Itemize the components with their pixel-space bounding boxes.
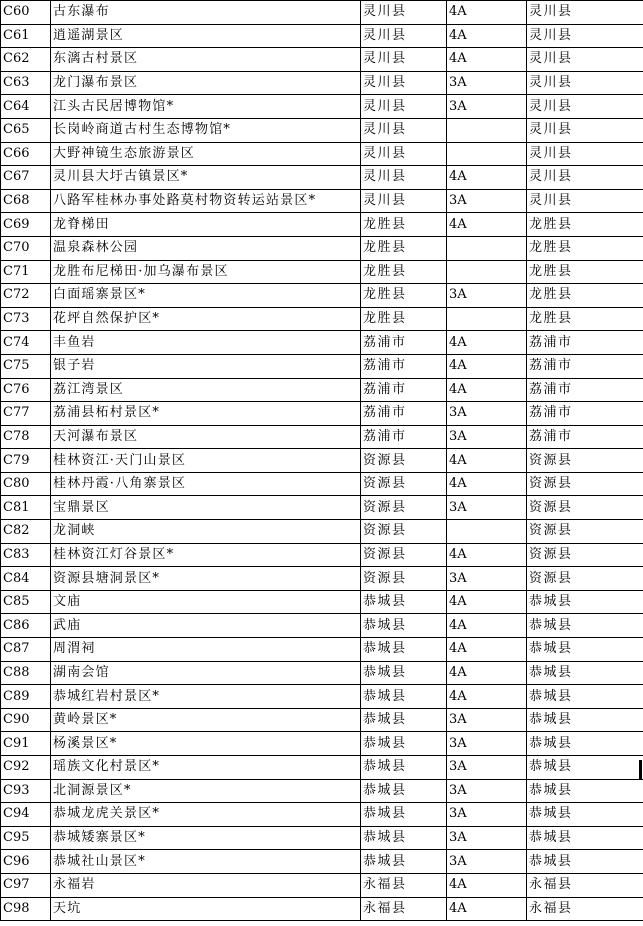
- level-cell: 3A: [447, 425, 527, 449]
- table-row: [1, 590, 643, 614]
- table-row: [1, 826, 643, 850]
- scenic-name-cell: 周渭祠: [51, 638, 361, 662]
- row-code-cell: C64: [1, 95, 51, 119]
- row-code-cell: C62: [1, 48, 51, 72]
- city-cell: 龙胜县: [527, 236, 643, 260]
- scenic-name-cell: 恭城红岩村景区*: [51, 685, 361, 709]
- row-code-cell: C97: [1, 873, 51, 897]
- level-cell: 4A: [447, 1, 527, 25]
- table-row: [1, 118, 643, 142]
- table-row: [1, 189, 643, 213]
- county-cell: 恭城县: [361, 661, 447, 685]
- level-cell: [447, 307, 527, 331]
- city-cell: 资源县: [527, 520, 643, 544]
- row-code-cell: C69: [1, 213, 51, 237]
- scenic-name-cell: 东漓古村景区: [51, 48, 361, 72]
- scenic-name-cell: 逍遥湖景区: [51, 24, 361, 48]
- table-row: [1, 24, 643, 48]
- city-cell: 恭城县: [527, 732, 643, 756]
- scenic-name-cell: 恭城社山景区*: [51, 850, 361, 874]
- city-cell: 恭城县: [527, 826, 643, 850]
- city-cell: 恭城县: [527, 708, 643, 732]
- city-cell: 龙胜县: [527, 284, 643, 308]
- level-cell: 3A: [447, 71, 527, 95]
- county-cell: 灵川县: [361, 95, 447, 119]
- county-cell: 恭城县: [361, 803, 447, 827]
- row-code-cell: C96: [1, 850, 51, 874]
- table-row: [1, 685, 643, 709]
- scenic-name-cell: 八路军桂林办事处路莫村物资转运站景区*: [51, 189, 361, 213]
- scenic-name-cell: 天坑: [51, 897, 361, 921]
- city-cell: 龙胜县: [527, 213, 643, 237]
- level-cell: [447, 236, 527, 260]
- county-cell: 恭城县: [361, 685, 447, 709]
- county-cell: 灵川县: [361, 118, 447, 142]
- scenic-name-cell: 桂林资江·天门山景区: [51, 449, 361, 473]
- level-cell: 3A: [447, 189, 527, 213]
- city-cell: 灵川县: [527, 71, 643, 95]
- scenic-name-cell: 桂林资江灯谷景区*: [51, 543, 361, 567]
- county-cell: 荔浦市: [361, 378, 447, 402]
- scenic-name-cell: 龙洞峡: [51, 520, 361, 544]
- scenic-name-cell: 龙门瀑布景区: [51, 71, 361, 95]
- scenic-name-cell: 北洞源景区*: [51, 779, 361, 803]
- county-cell: 资源县: [361, 472, 447, 496]
- scenic-name-cell: 湖南会馆: [51, 661, 361, 685]
- city-cell: 荔浦市: [527, 331, 643, 355]
- row-code-cell: C90: [1, 708, 51, 732]
- city-cell: 恭城县: [527, 614, 643, 638]
- row-code-cell: C75: [1, 354, 51, 378]
- row-code-cell: C91: [1, 732, 51, 756]
- city-cell: 灵川县: [527, 166, 643, 190]
- level-cell: 4A: [447, 472, 527, 496]
- county-cell: 恭城县: [361, 708, 447, 732]
- county-cell: 资源县: [361, 449, 447, 473]
- city-cell: 恭城县: [527, 803, 643, 827]
- scenic-name-cell: 丰鱼岩: [51, 331, 361, 355]
- row-code-cell: C66: [1, 142, 51, 166]
- row-code-cell: C89: [1, 685, 51, 709]
- row-code-cell: C86: [1, 614, 51, 638]
- level-cell: 4A: [447, 213, 527, 237]
- row-code-cell: C67: [1, 166, 51, 190]
- row-code-cell: C92: [1, 756, 51, 780]
- scenic-name-cell: 资源县塘洞景区*: [51, 567, 361, 591]
- row-code-cell: C78: [1, 425, 51, 449]
- row-code-cell: C84: [1, 567, 51, 591]
- table-row: [1, 732, 643, 756]
- table-row: [1, 260, 643, 284]
- table-row: [1, 354, 643, 378]
- level-cell: [447, 520, 527, 544]
- row-code-cell: C95: [1, 826, 51, 850]
- level-cell: [447, 142, 527, 166]
- table-row: [1, 1, 643, 25]
- scenic-name-cell: 荔浦县柘村景区*: [51, 402, 361, 426]
- edge-mark: [639, 760, 642, 780]
- row-code-cell: C83: [1, 543, 51, 567]
- table-row: [1, 48, 643, 72]
- city-cell: 灵川县: [527, 142, 643, 166]
- level-cell: [447, 260, 527, 284]
- row-code-cell: C77: [1, 402, 51, 426]
- city-cell: 资源县: [527, 496, 643, 520]
- table-row: [1, 873, 643, 897]
- county-cell: 荔浦市: [361, 402, 447, 426]
- county-cell: 永福县: [361, 897, 447, 921]
- table-row: [1, 661, 643, 685]
- city-cell: 灵川县: [527, 48, 643, 72]
- table-row: [1, 284, 643, 308]
- scenic-name-cell: 银子岩: [51, 354, 361, 378]
- city-cell: 荔浦市: [527, 425, 643, 449]
- county-cell: 龙胜县: [361, 284, 447, 308]
- county-cell: 灵川县: [361, 1, 447, 25]
- table-row: [1, 142, 643, 166]
- city-cell: 龙胜县: [527, 260, 643, 284]
- scenic-name-cell: 恭城矮寨景区*: [51, 826, 361, 850]
- county-cell: 龙胜县: [361, 260, 447, 284]
- level-cell: 3A: [447, 850, 527, 874]
- table-row: [1, 402, 643, 426]
- city-cell: 荔浦市: [527, 354, 643, 378]
- city-cell: 永福县: [527, 873, 643, 897]
- city-cell: 灵川县: [527, 1, 643, 25]
- level-cell: 4A: [447, 449, 527, 473]
- table-row: [1, 496, 643, 520]
- county-cell: 恭城县: [361, 614, 447, 638]
- city-cell: 荔浦市: [527, 378, 643, 402]
- county-cell: 灵川县: [361, 71, 447, 95]
- scenic-name-cell: 古东瀑布: [51, 1, 361, 25]
- county-cell: 恭城县: [361, 826, 447, 850]
- level-cell: 4A: [447, 354, 527, 378]
- row-code-cell: C87: [1, 638, 51, 662]
- level-cell: 3A: [447, 732, 527, 756]
- level-cell: 3A: [447, 95, 527, 119]
- county-cell: 恭城县: [361, 638, 447, 662]
- county-cell: 永福县: [361, 873, 447, 897]
- row-code-cell: C63: [1, 71, 51, 95]
- scenic-name-cell: 灵川县大圩古镇景区*: [51, 166, 361, 190]
- city-cell: 恭城县: [527, 590, 643, 614]
- county-cell: 资源县: [361, 567, 447, 591]
- row-code-cell: C88: [1, 661, 51, 685]
- row-code-cell: C85: [1, 590, 51, 614]
- city-cell: 恭城县: [527, 685, 643, 709]
- table-row: [1, 307, 643, 331]
- scenic-name-cell: 荔江湾景区: [51, 378, 361, 402]
- table-row: [1, 213, 643, 237]
- table-row: [1, 567, 643, 591]
- table-row: [1, 425, 643, 449]
- row-code-cell: C76: [1, 378, 51, 402]
- county-cell: 荔浦市: [361, 354, 447, 378]
- city-cell: 灵川县: [527, 118, 643, 142]
- city-cell: 资源县: [527, 472, 643, 496]
- city-cell: 恭城县: [527, 850, 643, 874]
- scenic-name-cell: 龙胜布尼梯田·加乌瀑布景区: [51, 260, 361, 284]
- row-code-cell: C61: [1, 24, 51, 48]
- county-cell: 灵川县: [361, 189, 447, 213]
- level-cell: 4A: [447, 331, 527, 355]
- table-row: [1, 520, 643, 544]
- table-row: [1, 71, 643, 95]
- level-cell: 4A: [447, 166, 527, 190]
- county-cell: 荔浦市: [361, 331, 447, 355]
- county-cell: 灵川县: [361, 142, 447, 166]
- row-code-cell: C73: [1, 307, 51, 331]
- scenic-name-cell: 宝鼎景区: [51, 496, 361, 520]
- table-row: [1, 614, 643, 638]
- table-row: [1, 803, 643, 827]
- city-cell: 灵川县: [527, 24, 643, 48]
- table-row: [1, 543, 643, 567]
- county-cell: 资源县: [361, 496, 447, 520]
- row-code-cell: C93: [1, 779, 51, 803]
- city-cell: 恭城县: [527, 661, 643, 685]
- county-cell: 龙胜县: [361, 236, 447, 260]
- county-cell: 灵川县: [361, 48, 447, 72]
- city-cell: 灵川县: [527, 95, 643, 119]
- level-cell: 3A: [447, 567, 527, 591]
- scenic-name-cell: 瑶族文化村景区*: [51, 756, 361, 780]
- county-cell: 灵川县: [361, 24, 447, 48]
- level-cell: 4A: [447, 48, 527, 72]
- county-cell: 恭城县: [361, 590, 447, 614]
- county-cell: 恭城县: [361, 850, 447, 874]
- scenic-name-cell: 龙脊梯田: [51, 213, 361, 237]
- county-cell: 龙胜县: [361, 213, 447, 237]
- row-code-cell: C70: [1, 236, 51, 260]
- scenic-name-cell: 大野神镜生态旅游景区: [51, 142, 361, 166]
- level-cell: 3A: [447, 496, 527, 520]
- county-cell: 恭城县: [361, 732, 447, 756]
- scenic-name-cell: 江头古民居博物馆*: [51, 95, 361, 119]
- table-body: [1, 1, 643, 921]
- scenic-name-cell: 黄岭景区*: [51, 708, 361, 732]
- level-cell: 3A: [447, 756, 527, 780]
- scenic-name-cell: 文庙: [51, 590, 361, 614]
- city-cell: 资源县: [527, 543, 643, 567]
- city-cell: 资源县: [527, 449, 643, 473]
- level-cell: 4A: [447, 543, 527, 567]
- level-cell: 4A: [447, 638, 527, 662]
- scenic-name-cell: 杨溪景区*: [51, 732, 361, 756]
- row-code-cell: C60: [1, 1, 51, 25]
- city-cell: 资源县: [527, 567, 643, 591]
- row-code-cell: C65: [1, 118, 51, 142]
- scenic-name-cell: 永福岩: [51, 873, 361, 897]
- city-cell: 恭城县: [527, 779, 643, 803]
- county-cell: 资源县: [361, 543, 447, 567]
- row-code-cell: C72: [1, 284, 51, 308]
- table-row: [1, 236, 643, 260]
- table-row: [1, 897, 643, 921]
- row-code-cell: C94: [1, 803, 51, 827]
- row-code-cell: C80: [1, 472, 51, 496]
- county-cell: 资源县: [361, 520, 447, 544]
- level-cell: 4A: [447, 897, 527, 921]
- level-cell: 3A: [447, 284, 527, 308]
- scenic-name-cell: 温泉森林公园: [51, 236, 361, 260]
- row-code-cell: C98: [1, 897, 51, 921]
- city-cell: 恭城县: [527, 756, 643, 780]
- scenic-name-cell: 天河瀑布景区: [51, 425, 361, 449]
- city-cell: 灵川县: [527, 189, 643, 213]
- row-code-cell: C79: [1, 449, 51, 473]
- level-cell: 4A: [447, 378, 527, 402]
- scenic-name-cell: 恭城龙虎关景区*: [51, 803, 361, 827]
- table-row: [1, 779, 643, 803]
- level-cell: 4A: [447, 24, 527, 48]
- county-cell: 恭城县: [361, 779, 447, 803]
- scenic-name-cell: 桂林丹霞·八角寨景区: [51, 472, 361, 496]
- level-cell: 3A: [447, 803, 527, 827]
- city-cell: 荔浦市: [527, 402, 643, 426]
- row-code-cell: C82: [1, 520, 51, 544]
- county-cell: 灵川县: [361, 166, 447, 190]
- scenic-name-cell: 花坪自然保护区*: [51, 307, 361, 331]
- row-code-cell: C71: [1, 260, 51, 284]
- city-cell: 恭城县: [527, 638, 643, 662]
- level-cell: 3A: [447, 779, 527, 803]
- table-row: [1, 378, 643, 402]
- row-code-cell: C68: [1, 189, 51, 213]
- table-row: [1, 331, 643, 355]
- table-row: [1, 756, 643, 780]
- city-cell: 永福县: [527, 897, 643, 921]
- level-cell: 4A: [447, 661, 527, 685]
- level-cell: 3A: [447, 402, 527, 426]
- level-cell: 3A: [447, 826, 527, 850]
- county-cell: 恭城县: [361, 756, 447, 780]
- table-row: [1, 638, 643, 662]
- level-cell: 3A: [447, 708, 527, 732]
- table-row: [1, 472, 643, 496]
- table-row: [1, 850, 643, 874]
- scenic-name-cell: 武庙: [51, 614, 361, 638]
- county-cell: 荔浦市: [361, 425, 447, 449]
- level-cell: 4A: [447, 873, 527, 897]
- county-cell: 龙胜县: [361, 307, 447, 331]
- row-code-cell: C74: [1, 331, 51, 355]
- level-cell: [447, 118, 527, 142]
- scenic-name-cell: 白面瑶寨景区*: [51, 284, 361, 308]
- scenic-name-cell: 长岗岭商道古村生态博物馆*: [51, 118, 361, 142]
- level-cell: 4A: [447, 614, 527, 638]
- level-cell: 4A: [447, 685, 527, 709]
- city-cell: 龙胜县: [527, 307, 643, 331]
- table-row: [1, 708, 643, 732]
- row-code-cell: C81: [1, 496, 51, 520]
- level-cell: 4A: [447, 590, 527, 614]
- table-row: [1, 449, 643, 473]
- table-row: [1, 95, 643, 119]
- table-row: [1, 166, 643, 190]
